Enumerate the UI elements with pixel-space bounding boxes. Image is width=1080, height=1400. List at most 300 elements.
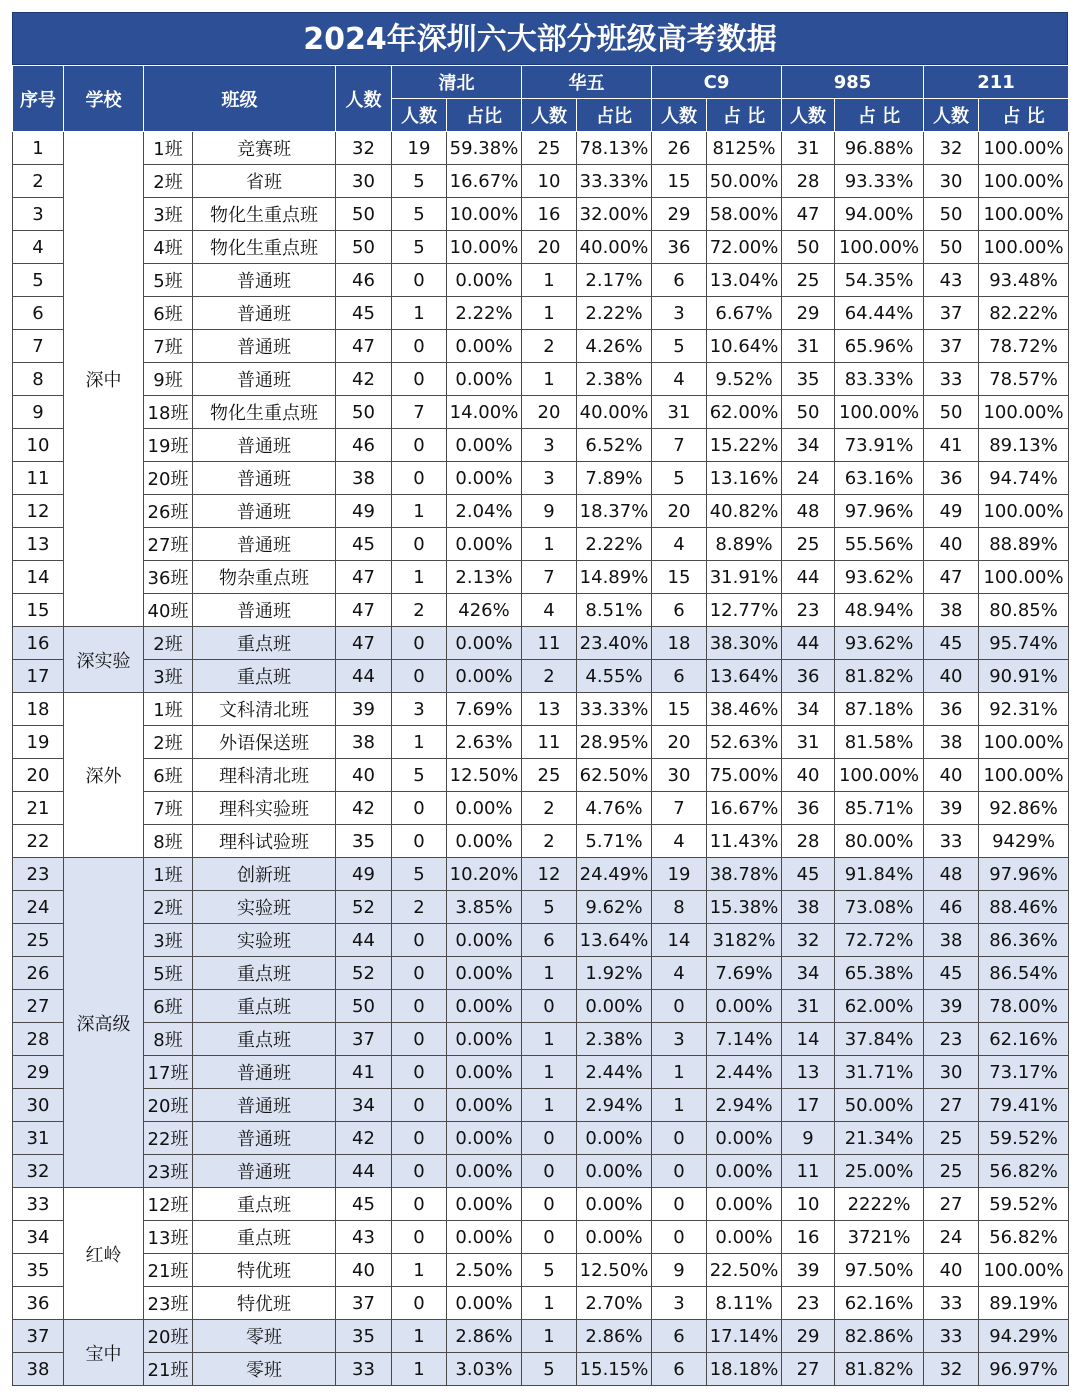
cell-class-number: 3班 [144,924,193,957]
cell-985-ratio: 73.08% [835,891,924,924]
cell-class-type: 物化生重点班 [193,231,336,264]
cell-qingbei-ratio: 0.00% [447,264,522,297]
cell-class-number: 3班 [144,660,193,693]
cell-qingbei-ratio: 0.00% [447,1122,522,1155]
cell-985-count: 17 [782,1089,835,1122]
header-sub-ratio: 占比 [447,99,522,132]
cell-211-ratio: 92.86% [979,792,1069,825]
cell-c9-ratio: 3182% [707,924,782,957]
cell-class-type: 物化生重点班 [193,396,336,429]
cell-qingbei-ratio: 0.00% [447,627,522,660]
cell-985-ratio: 64.44% [835,297,924,330]
cell-huawu-ratio: 23.40% [577,627,652,660]
cell-c9-count: 6 [652,660,707,693]
cell-c9-count: 6 [652,1320,707,1353]
cell-school: 宝中 [64,1320,144,1386]
cell-huawu-count: 20 [522,231,577,264]
cell-985-count: 44 [782,627,835,660]
cell-class-number: 5班 [144,957,193,990]
cell-index: 15 [13,594,64,627]
cell-211-count: 32 [924,132,979,165]
cell-985-count: 28 [782,165,835,198]
table-row [13,495,1069,528]
cell-985-ratio: 25.00% [835,1155,924,1188]
cell-index: 12 [13,495,64,528]
table-row [13,1188,1069,1221]
cell-qingbei-ratio: 10.20% [447,858,522,891]
cell-qingbei-ratio: 2.86% [447,1320,522,1353]
cell-huawu-ratio: 40.00% [577,396,652,429]
cell-huawu-ratio: 2.70% [577,1287,652,1320]
cell-class-number: 2班 [144,627,193,660]
cell-c9-count: 6 [652,1353,707,1386]
cell-index: 14 [13,561,64,594]
cell-985-ratio: 87.18% [835,693,924,726]
cell-index: 37 [13,1320,64,1353]
cell-qingbei-count: 5 [392,198,447,231]
cell-985-count: 50 [782,396,835,429]
cell-211-ratio: 62.16% [979,1023,1069,1056]
cell-c9-ratio: 12.77% [707,594,782,627]
cell-c9-ratio: 52.63% [707,726,782,759]
cell-class-number: 4班 [144,231,193,264]
cell-211-ratio: 100.00% [979,561,1069,594]
table-row [13,759,1069,792]
cell-985-count: 40 [782,759,835,792]
cell-c9-ratio: 18.18% [707,1353,782,1386]
cell-huawu-count: 1 [522,528,577,561]
cell-huawu-ratio: 1.92% [577,957,652,990]
cell-985-ratio: 93.62% [835,627,924,660]
cell-211-count: 25 [924,1155,979,1188]
header-sub-count: 人数 [392,99,447,132]
cell-211-count: 45 [924,957,979,990]
cell-985-count: 34 [782,693,835,726]
table-row [13,330,1069,363]
cell-qingbei-ratio: 12.50% [447,759,522,792]
table-row [13,462,1069,495]
cell-c9-count: 5 [652,330,707,363]
cell-huawu-ratio: 9.62% [577,891,652,924]
cell-qingbei-count: 0 [392,330,447,363]
table-row [13,726,1069,759]
cell-huawu-ratio: 4.76% [577,792,652,825]
cell-huawu-ratio: 2.38% [577,1023,652,1056]
cell-211-ratio: 90.91% [979,660,1069,693]
cell-huawu-count: 13 [522,693,577,726]
header-sub-count: 人数 [522,99,577,132]
cell-index: 10 [13,429,64,462]
cell-211-count: 45 [924,627,979,660]
cell-c9-count: 0 [652,1155,707,1188]
cell-huawu-ratio: 0.00% [577,990,652,1023]
cell-c9-ratio: 0.00% [707,990,782,1023]
table-container [12,12,1068,1386]
cell-985-count: 14 [782,1023,835,1056]
cell-211-count: 27 [924,1188,979,1221]
cell-c9-count: 6 [652,264,707,297]
cell-class-number: 7班 [144,330,193,363]
header-sub-count: 人数 [652,99,707,132]
cell-class-number: 20班 [144,1089,193,1122]
table-row [13,990,1069,1023]
cell-985-count: 31 [782,132,835,165]
cell-huawu-ratio: 8.51% [577,594,652,627]
header-sub-count: 人数 [924,99,979,132]
cell-class-number: 1班 [144,858,193,891]
cell-qingbei-count: 0 [392,528,447,561]
header-group-huawu: 华五 [522,66,652,99]
cell-index: 19 [13,726,64,759]
table-row [13,528,1069,561]
cell-c9-ratio: 40.82% [707,495,782,528]
cell-211-ratio: 93.48% [979,264,1069,297]
cell-huawu-count: 11 [522,726,577,759]
cell-211-count: 33 [924,363,979,396]
header-sub-ratio: 占 比 [707,99,782,132]
cell-huawu-count: 1 [522,1056,577,1089]
cell-c9-ratio: 38.30% [707,627,782,660]
cell-count: 44 [336,924,392,957]
cell-211-ratio: 100.00% [979,1254,1069,1287]
table-row [13,198,1069,231]
cell-count: 34 [336,1089,392,1122]
cell-count: 50 [336,396,392,429]
cell-index: 9 [13,396,64,429]
cell-qingbei-ratio: 0.00% [447,528,522,561]
cell-qingbei-count: 1 [392,1320,447,1353]
cell-c9-count: 3 [652,1287,707,1320]
cell-huawu-count: 1 [522,1287,577,1320]
cell-985-count: 34 [782,957,835,990]
cell-class-number: 2班 [144,891,193,924]
cell-huawu-count: 20 [522,396,577,429]
cell-index: 20 [13,759,64,792]
cell-c9-count: 1 [652,1089,707,1122]
cell-class-number: 7班 [144,792,193,825]
cell-school: 深高级 [64,858,144,1188]
cell-c9-count: 0 [652,1188,707,1221]
cell-class-number: 5班 [144,264,193,297]
cell-huawu-ratio: 0.00% [577,1188,652,1221]
cell-985-ratio: 81.58% [835,726,924,759]
cell-class-type: 普通班 [193,495,336,528]
cell-c9-ratio: 10.64% [707,330,782,363]
cell-211-count: 25 [924,1122,979,1155]
header-sub-count: 人数 [782,99,835,132]
cell-huawu-count: 2 [522,825,577,858]
cell-huawu-count: 1 [522,957,577,990]
cell-class-number: 19班 [144,429,193,462]
cell-index: 13 [13,528,64,561]
cell-huawu-count: 1 [522,1320,577,1353]
cell-985-ratio: 97.96% [835,495,924,528]
cell-c9-count: 20 [652,726,707,759]
cell-count: 42 [336,363,392,396]
cell-count: 44 [336,1155,392,1188]
cell-211-ratio: 59.52% [979,1122,1069,1155]
cell-huawu-count: 0 [522,1221,577,1254]
cell-985-count: 31 [782,726,835,759]
cell-qingbei-ratio: 0.00% [447,924,522,957]
table-row [13,660,1069,693]
cell-huawu-ratio: 6.52% [577,429,652,462]
cell-qingbei-count: 7 [392,396,447,429]
cell-985-count: 45 [782,858,835,891]
header-sub-ratio: 占比 [577,99,652,132]
cell-huawu-count: 1 [522,264,577,297]
cell-c9-ratio: 8125% [707,132,782,165]
cell-211-ratio: 100.00% [979,759,1069,792]
cell-c9-ratio: 75.00% [707,759,782,792]
cell-c9-count: 20 [652,495,707,528]
cell-count: 32 [336,132,392,165]
cell-count: 30 [336,165,392,198]
cell-count: 47 [336,627,392,660]
cell-huawu-count: 25 [522,759,577,792]
cell-huawu-ratio: 12.50% [577,1254,652,1287]
cell-c9-count: 15 [652,693,707,726]
cell-211-ratio: 100.00% [979,726,1069,759]
header-index: 序号 [13,66,64,132]
cell-985-ratio: 54.35% [835,264,924,297]
cell-985-ratio: 37.84% [835,1023,924,1056]
cell-qingbei-count: 0 [392,429,447,462]
table-row [13,693,1069,726]
cell-211-ratio: 100.00% [979,198,1069,231]
cell-c9-count: 15 [652,561,707,594]
table-row [13,429,1069,462]
cell-index: 34 [13,1221,64,1254]
cell-985-count: 28 [782,825,835,858]
cell-class-number: 21班 [144,1254,193,1287]
cell-985-count: 27 [782,1353,835,1386]
cell-class-type: 普通班 [193,363,336,396]
cell-qingbei-count: 0 [392,1221,447,1254]
cell-huawu-ratio: 24.49% [577,858,652,891]
cell-count: 52 [336,891,392,924]
cell-985-ratio: 3721% [835,1221,924,1254]
cell-985-count: 29 [782,297,835,330]
cell-class-type: 文科清北班 [193,693,336,726]
cell-c9-count: 4 [652,825,707,858]
cell-211-count: 49 [924,495,979,528]
cell-qingbei-count: 1 [392,726,447,759]
cell-class-number: 23班 [144,1155,193,1188]
cell-985-count: 47 [782,198,835,231]
cell-count: 49 [336,858,392,891]
cell-c9-count: 15 [652,165,707,198]
cell-qingbei-ratio: 0.00% [447,957,522,990]
cell-qingbei-count: 2 [392,594,447,627]
cell-class-type: 特优班 [193,1254,336,1287]
cell-211-ratio: 94.29% [979,1320,1069,1353]
table-row [13,924,1069,957]
cell-index: 16 [13,627,64,660]
cell-qingbei-count: 0 [392,1023,447,1056]
cell-class-type: 普通班 [193,1089,336,1122]
cell-qingbei-ratio: 2.04% [447,495,522,528]
cell-211-ratio: 88.46% [979,891,1069,924]
cell-huawu-ratio: 4.26% [577,330,652,363]
cell-school: 深实验 [64,627,144,693]
cell-index: 3 [13,198,64,231]
cell-985-ratio: 82.86% [835,1320,924,1353]
cell-huawu-count: 3 [522,462,577,495]
cell-c9-count: 0 [652,990,707,1023]
cell-index: 17 [13,660,64,693]
cell-index: 4 [13,231,64,264]
cell-class-number: 20班 [144,1320,193,1353]
cell-qingbei-count: 0 [392,990,447,1023]
cell-class-type: 物化生重点班 [193,198,336,231]
cell-c9-count: 4 [652,957,707,990]
cell-c9-count: 26 [652,132,707,165]
cell-class-number: 12班 [144,1188,193,1221]
cell-count: 46 [336,264,392,297]
cell-211-ratio: 78.00% [979,990,1069,1023]
cell-211-count: 43 [924,264,979,297]
cell-985-count: 16 [782,1221,835,1254]
cell-index: 36 [13,1287,64,1320]
cell-c9-count: 29 [652,198,707,231]
cell-qingbei-count: 0 [392,1089,447,1122]
cell-c9-ratio: 58.00% [707,198,782,231]
cell-211-count: 40 [924,528,979,561]
cell-211-count: 30 [924,165,979,198]
cell-211-count: 40 [924,660,979,693]
cell-class-number: 6班 [144,759,193,792]
table-row [13,1254,1069,1287]
cell-index: 2 [13,165,64,198]
table-row [13,627,1069,660]
cell-count: 35 [336,1320,392,1353]
cell-985-ratio: 81.82% [835,660,924,693]
cell-211-count: 46 [924,891,979,924]
cell-985-count: 50 [782,231,835,264]
cell-c9-count: 7 [652,792,707,825]
cell-985-count: 32 [782,924,835,957]
cell-211-count: 38 [924,594,979,627]
cell-211-count: 40 [924,1254,979,1287]
cell-qingbei-count: 5 [392,231,447,264]
cell-985-ratio: 48.94% [835,594,924,627]
cell-qingbei-ratio: 2.13% [447,561,522,594]
cell-count: 50 [336,231,392,264]
cell-c9-ratio: 2.94% [707,1089,782,1122]
cell-211-count: 39 [924,792,979,825]
cell-qingbei-count: 0 [392,264,447,297]
cell-985-ratio: 96.88% [835,132,924,165]
cell-class-number: 17班 [144,1056,193,1089]
cell-huawu-count: 1 [522,363,577,396]
cell-index: 22 [13,825,64,858]
header-count: 人数 [336,66,392,132]
cell-985-count: 13 [782,1056,835,1089]
cell-count: 41 [336,1056,392,1089]
cell-211-ratio: 80.85% [979,594,1069,627]
cell-211-ratio: 86.54% [979,957,1069,990]
cell-school: 深外 [64,693,144,858]
cell-count: 40 [336,1254,392,1287]
cell-c9-ratio: 8.89% [707,528,782,561]
cell-qingbei-ratio: 0.00% [447,660,522,693]
cell-211-ratio: 92.31% [979,693,1069,726]
cell-class-number: 1班 [144,693,193,726]
cell-qingbei-ratio: 0.00% [447,990,522,1023]
table-row [13,1155,1069,1188]
cell-985-ratio: 72.72% [835,924,924,957]
cell-qingbei-ratio: 2.50% [447,1254,522,1287]
cell-index: 1 [13,132,64,165]
page-title: 2024年深圳六大部分班级高考数据 [12,12,1068,65]
cell-qingbei-ratio: 7.69% [447,693,522,726]
cell-huawu-count: 5 [522,1353,577,1386]
cell-huawu-ratio: 18.37% [577,495,652,528]
cell-school: 红岭 [64,1188,144,1320]
cell-985-count: 36 [782,660,835,693]
table-row [13,165,1069,198]
cell-class-type: 特优班 [193,1287,336,1320]
header-group-c9: C9 [652,66,782,99]
cell-qingbei-count: 19 [392,132,447,165]
cell-huawu-ratio: 33.33% [577,165,652,198]
cell-985-ratio: 65.96% [835,330,924,363]
cell-211-count: 40 [924,759,979,792]
cell-class-number: 2班 [144,726,193,759]
table-row [13,297,1069,330]
cell-class-type: 普通班 [193,462,336,495]
cell-985-ratio: 21.34% [835,1122,924,1155]
cell-211-count: 50 [924,231,979,264]
cell-985-ratio: 100.00% [835,231,924,264]
cell-211-ratio: 59.52% [979,1188,1069,1221]
cell-count: 47 [336,561,392,594]
cell-class-number: 9班 [144,363,193,396]
cell-211-count: 27 [924,1089,979,1122]
cell-class-type: 物杂重点班 [193,561,336,594]
header-group-211: 211 [924,66,1069,99]
cell-huawu-count: 4 [522,594,577,627]
table-row [13,1089,1069,1122]
cell-qingbei-count: 0 [392,825,447,858]
cell-huawu-ratio: 7.89% [577,462,652,495]
cell-qingbei-ratio: 10.00% [447,231,522,264]
cell-count: 50 [336,198,392,231]
cell-class-type: 重点班 [193,1023,336,1056]
cell-qingbei-count: 0 [392,462,447,495]
cell-211-count: 36 [924,693,979,726]
cell-qingbei-ratio: 59.38% [447,132,522,165]
cell-c9-ratio: 62.00% [707,396,782,429]
cell-c9-count: 0 [652,1221,707,1254]
cell-class-type: 普通班 [193,264,336,297]
cell-211-ratio: 79.41% [979,1089,1069,1122]
cell-c9-ratio: 8.11% [707,1287,782,1320]
cell-huawu-ratio: 2.22% [577,528,652,561]
cell-huawu-ratio: 14.89% [577,561,652,594]
cell-985-count: 25 [782,528,835,561]
cell-985-count: 36 [782,792,835,825]
cell-211-count: 38 [924,924,979,957]
cell-211-count: 33 [924,1287,979,1320]
cell-qingbei-ratio: 0.00% [447,330,522,363]
cell-985-ratio: 83.33% [835,363,924,396]
table-row [13,1287,1069,1320]
cell-class-type: 普通班 [193,594,336,627]
cell-class-number: 21班 [144,1353,193,1386]
cell-count: 46 [336,429,392,462]
